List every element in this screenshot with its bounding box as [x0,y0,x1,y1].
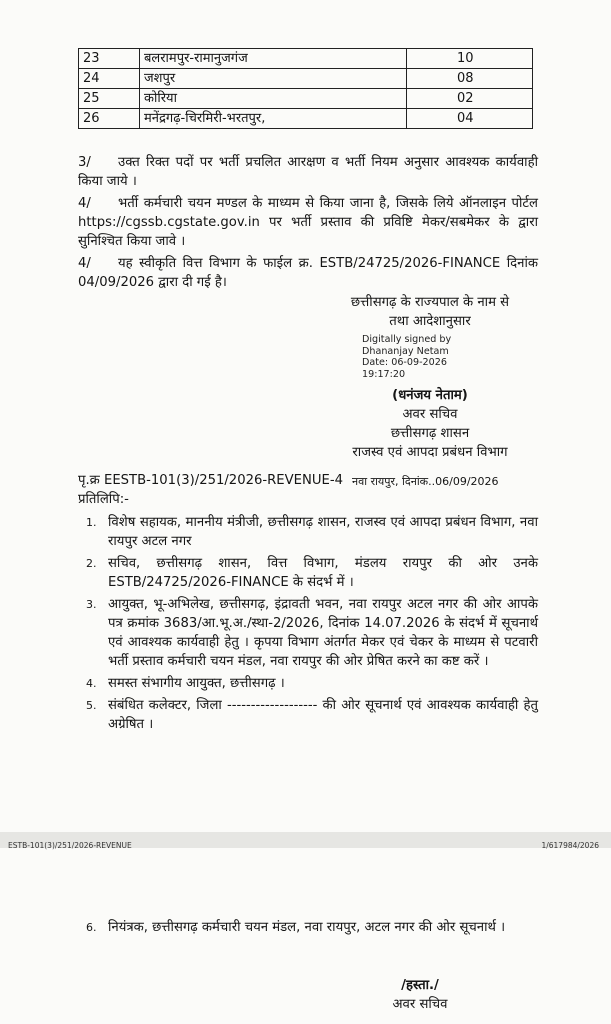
endorsement-place-date: नवा रायपुर, दिनांक..06/09/2026 [352,475,499,488]
district-name-cell: बलरामपुर-रामानुजगंज [140,49,407,69]
para-mark: 4/ [78,256,91,271]
list-number: 1. [86,516,97,529]
list-number: 5. [86,699,97,712]
digital-signature-line: 19:17:20 [362,368,406,380]
list-text: नियंत्रक, छत्तीसगढ़ कर्मचारी चयन मंडल, नवा रायपुर, अटल नगर की ओर सूचनार्थ । [108,920,506,935]
signatory-name: (धनंजय नेताम) [392,388,468,403]
post-count-cell: 08 [407,69,533,89]
list-item [86,595,538,671]
list-number: 2. [86,557,97,570]
signed-designation: अवर सचिव [392,997,448,1012]
row-number-cell: 23 [79,49,140,69]
signatory-designation: अवर सचिव [402,407,458,422]
signatory-govt: छत्तीसगढ़ शासन [390,426,470,441]
list-text: समस्त संभागीय आयुक्त, छत्तीसगढ़ । [108,676,285,691]
row-number-cell: 24 [79,69,140,89]
list-item [86,554,538,592]
list-item [86,696,538,734]
post-count-cell: 02 [407,89,533,109]
district-name-cell: मनेंद्रगढ़-चिरमिरी-भरतपुर, [140,109,407,129]
row-number-cell: 26 [79,109,140,129]
para-text: उक्त रिक्त पदों पर भर्ती प्रचलित आरक्षण व भर्ती नियम अनुसार आवश्यक कार्यवाही किया जाये । [78,155,538,189]
footer-page-ref: 1/617984/2026 [541,841,599,850]
para-text: भर्ती कर्मचारी चयन मण्डल के माध्यम से किया जाना है, जिसके लिये ऑनलाइन पोर्टल https://cgssb.cgstate.gov.in पर भर्ती प्रस्ताव की प्रविष्टि मेकर/सबमेकर के द्वारा सुनिश्चित किया जावे । [78,196,538,249]
list-number: 3. [86,598,97,611]
list-item [86,513,538,551]
list-text: विशेष सहायक, माननीय मंत्रीजी, छत्तीसगढ़ शासन, राजस्व एवं आपदा प्रबंधन विभाग, नवा रायपुर अटल नगर [108,515,538,549]
order-line-2: तथा आदेशानुसार [389,314,471,329]
post-count-cell: 10 [407,49,533,69]
signatory-department: राजस्व एवं आपदा प्रबंधन विभाग [352,445,508,460]
list-text: आयुक्त, भू-अभिलेख, छत्तीसगढ़, इंद्रावती भवन, नवा रायपुर अटल नगर की ओर आपके पत्र क्रमांक 3683/आ.भू.अ./स्था-2/2026, दिनांक 14.07.2026 के संदर्भ में सूचनार्थ एवं आवश्यक कार्यवाही हेतु । कृपया विभाग अंतर्गत मेकर एवं चेकर के माध्यम से पटवारी भर्ती प्रस्ताव कर्मचारी चयन मंडल, नवा रायपुर की ओर प्रेषित करने का कष्ट करें । [108,597,538,669]
para-3 [78,153,538,191]
list-text: संबंधित कलेक्टर, जिला ------------------- की ओर सूचनार्थ एवं आवश्यक कार्यवाही हेतु अग्रेषित । [108,698,538,732]
para-4b [78,254,538,292]
table-row [79,109,533,129]
copy-list-continued [86,918,538,940]
list-number: 4. [86,677,97,690]
list-item [86,918,538,937]
para-text: यह स्वीकृति वित्त विभाग के फाईल क्र. ESTB/24725/2026-FINANCE दिनांक 04/09/2026 द्वारा दी गई है। [78,256,538,290]
district-name-cell: कोरिया [140,89,407,109]
para-mark: 4/ [78,196,91,211]
digital-signature-line: Date: 06-09-2026 [362,357,447,368]
row-number-cell: 25 [79,89,140,109]
endorsement-ref: पृ.क्र EESTB-101(3)/251/2026-REVENUE-4 [78,473,343,488]
footer-file-ref: ESTB-101(3)/251/2026-REVENUE [8,841,132,850]
district-posts-table [78,48,533,129]
list-number: 6. [86,921,97,934]
list-item [86,674,538,693]
copy-list [86,513,538,737]
table-row [79,89,533,109]
order-line-1: छत्तीसगढ़ के राज्यपाल के नाम से [350,295,510,310]
digital-signature-line: Digitally signed by [362,334,452,345]
table-row [79,49,533,69]
para-mark: 3/ [78,155,91,170]
signed-mark: /हस्ता./ [401,978,439,993]
list-text: सचिव, छत्तीसगढ़ शासन, वित्त विभाग, मंडलय रायपुर की ओर उनके ESTB/24725/2026-FINANCE के संदर्भ में । [108,556,538,590]
para-4a [78,194,538,251]
district-name-cell: जशपुर [140,69,407,89]
copy-label: प्रतिलिपि:- [78,492,129,507]
table-row [79,69,533,89]
digital-signature [362,334,451,380]
digital-signature-line: Dhananjay Netam [362,345,449,357]
post-count-cell: 04 [407,109,533,129]
